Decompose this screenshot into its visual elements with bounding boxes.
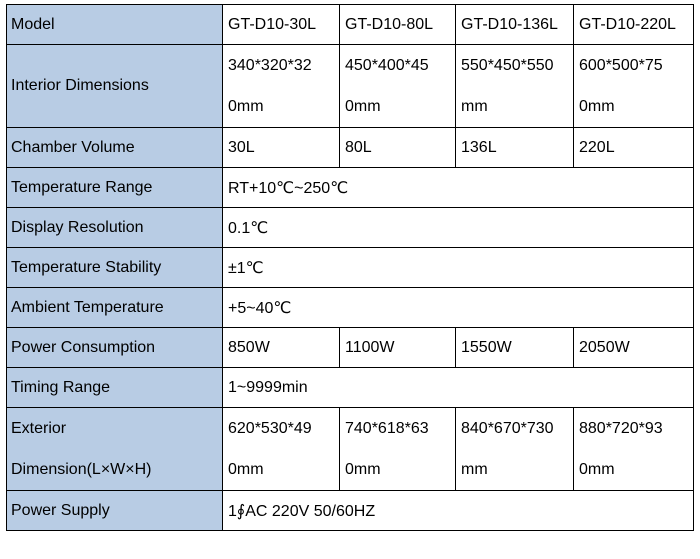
exterior-136l-line2: mm	[461, 461, 488, 478]
row-label-exterior-dimension	[7, 408, 223, 491]
row-label-interior-dimensions: Interior Dimensions	[7, 45, 223, 128]
exterior-cell-80l	[340, 408, 456, 491]
model-cell-220l: GT-D10-220L	[574, 5, 694, 45]
exterior-cell-30l	[223, 408, 340, 491]
power-cell-136l: 1550W	[456, 328, 574, 368]
row-label-power-consumption: Power Consumption	[7, 328, 223, 368]
display-resolution-value: 0.1℃	[223, 208, 694, 248]
row-label-display-resolution: Display Resolution	[7, 208, 223, 248]
interior-30l-line2: 0mm	[228, 98, 264, 115]
table-row-temperature-stability	[7, 248, 694, 288]
exterior-label-line2: Dimension(L×W×H)	[11, 461, 152, 478]
volume-cell-30l: 30L	[223, 128, 340, 168]
table-row-interior-dimensions	[7, 45, 694, 128]
volume-cell-136l: 136L	[456, 128, 574, 168]
power-cell-80l: 1100W	[340, 328, 456, 368]
row-label-power-supply: Power Supply	[7, 491, 223, 531]
model-cell-30l: GT-D10-30L	[223, 5, 340, 45]
volume-cell-80l: 80L	[340, 128, 456, 168]
temperature-range-value: RT+10℃~250℃	[223, 168, 694, 208]
interior-220l-line1: 600*500*75	[579, 57, 663, 74]
table-row-model	[7, 5, 694, 45]
exterior-220l-line1: 880*720*93	[579, 420, 663, 437]
row-label-timing-range: Timing Range	[7, 368, 223, 408]
table-row-timing-range	[7, 368, 694, 408]
exterior-label-line1: Exterior	[11, 420, 67, 437]
interior-80l-line1: 450*400*45	[345, 57, 429, 74]
temperature-stability-value: ±1℃	[223, 248, 694, 288]
row-label-ambient-temperature: Ambient Temperature	[7, 288, 223, 328]
exterior-cell-136l	[456, 408, 574, 491]
timing-range-value: 1~9999min	[223, 368, 694, 408]
interior-cell-220l	[574, 45, 694, 128]
table-row-exterior-dimension	[7, 408, 694, 491]
power-cell-30l: 850W	[223, 328, 340, 368]
spec-table	[6, 4, 694, 531]
row-label-chamber-volume: Chamber Volume	[7, 128, 223, 168]
interior-cell-80l	[340, 45, 456, 128]
table-row-power-supply	[7, 491, 694, 531]
interior-cell-30l	[223, 45, 340, 128]
power-supply-value: 1∮AC 220V 50/60HZ	[223, 491, 694, 531]
interior-220l-line2: 0mm	[579, 98, 615, 115]
exterior-136l-line1: 840*670*730	[461, 420, 554, 437]
exterior-80l-line1: 740*618*63	[345, 420, 429, 437]
interior-136l-line1: 550*450*550	[461, 57, 554, 74]
power-cell-220l: 2050W	[574, 328, 694, 368]
interior-cell-136l	[456, 45, 574, 128]
table-row-display-resolution	[7, 208, 694, 248]
row-label-model: Model	[7, 5, 223, 45]
table-row-temperature-range	[7, 168, 694, 208]
row-label-temperature-stability: Temperature Stability	[7, 248, 223, 288]
exterior-80l-line2: 0mm	[345, 461, 381, 478]
model-cell-80l: GT-D10-80L	[340, 5, 456, 45]
exterior-30l-line2: 0mm	[228, 461, 264, 478]
row-label-temperature-range: Temperature Range	[7, 168, 223, 208]
ambient-temperature-value: +5~40℃	[223, 288, 694, 328]
interior-136l-line2: mm	[461, 98, 488, 115]
volume-cell-220l: 220L	[574, 128, 694, 168]
table-row-power-consumption	[7, 328, 694, 368]
exterior-220l-line2: 0mm	[579, 461, 615, 478]
model-cell-136l: GT-D10-136L	[456, 5, 574, 45]
exterior-30l-line1: 620*530*49	[228, 420, 312, 437]
table-row-chamber-volume	[7, 128, 694, 168]
exterior-cell-220l	[574, 408, 694, 491]
table-row-ambient-temperature	[7, 288, 694, 328]
interior-80l-line2: 0mm	[345, 98, 381, 115]
interior-30l-line1: 340*320*32	[228, 57, 312, 74]
